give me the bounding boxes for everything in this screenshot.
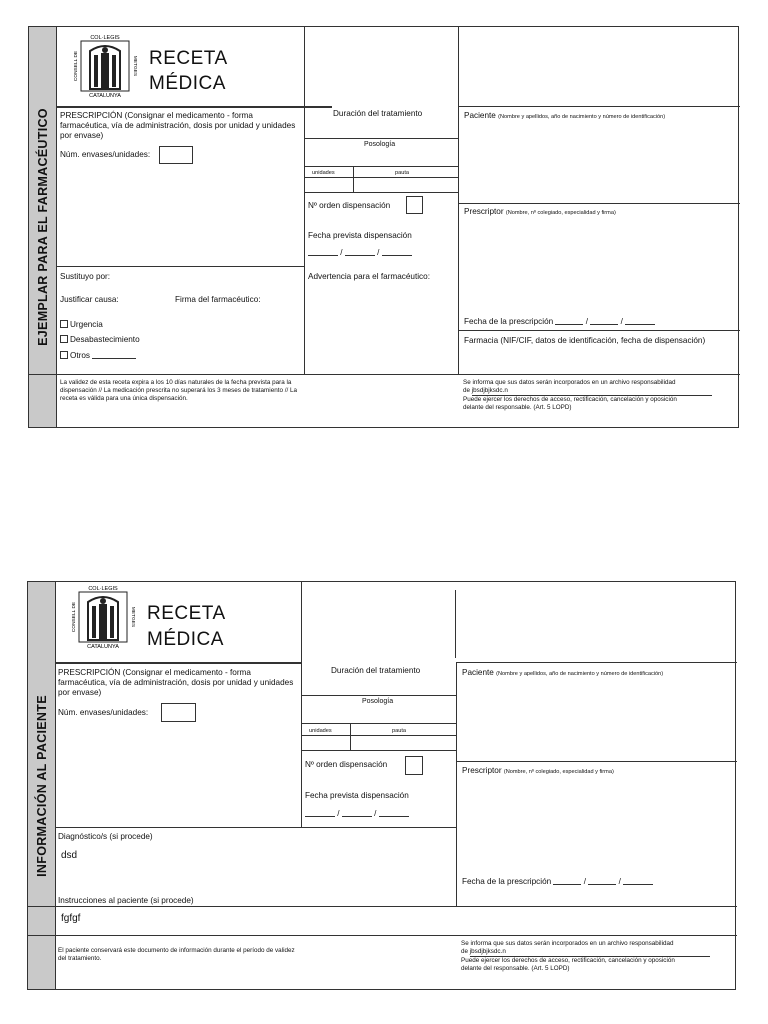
fecha-prescripcion-field[interactable]: Fecha de la prescripción / / <box>464 316 655 327</box>
checkbox-icon <box>60 335 68 343</box>
pauta-header: pauta <box>395 170 409 176</box>
instrucciones-label: Instrucciones al paciente (si procede) <box>58 896 194 905</box>
prescription-note: (Consignar el medicamento - forma farmacéutica, vía de administración, dosis por unidad y unidades por envase) <box>58 668 294 697</box>
side-label: INFORMACIÓN AL PACIENTE <box>34 694 49 877</box>
lopd-responsable-field: jbsdjbjksdc.n <box>472 387 712 396</box>
logo-bottom-text: CATALUNYA <box>87 644 119 650</box>
orden-input[interactable] <box>406 196 423 214</box>
logo-left-text: CONSELL DE <box>72 601 77 633</box>
conservara-text: El paciente conservará este documento de información durante el período de validez del tratamiento. <box>58 947 295 962</box>
desabastecimiento-checkbox[interactable]: Desabastecimiento <box>60 335 140 345</box>
posologia-label: Posología <box>364 141 396 148</box>
fecha-prevista-label: Fecha prevista dispensación <box>308 231 412 240</box>
title-line2: MÉDICA <box>149 73 226 94</box>
college-seal-logo <box>69 584 137 650</box>
logo-right-text: METGES <box>130 606 135 628</box>
duracion-label: Duración del tratamiento <box>333 109 423 118</box>
orden-label: Nº orden dispensación <box>305 760 388 769</box>
side-label-band <box>29 27 57 427</box>
pauta-header: pauta <box>392 728 406 734</box>
envases-label: Núm. envases/unidades: <box>60 150 151 159</box>
college-seal-logo <box>71 33 139 99</box>
justificar-label: Justificar causa: <box>60 295 119 304</box>
unidades-header: unidades <box>312 170 335 176</box>
paciente-label: Paciente (Nombre y apellidos, año de nacimiento y número de identificación) <box>462 668 664 677</box>
fecha-prevista-input[interactable]: / / <box>308 247 412 258</box>
validez-text: La validez de esta receta expira a los 10 días naturales de la fecha prevista para la dispensación // La medicación prescrita no superará los 3 meses de tratamiento // La receta es válida para una única dispensación. <box>60 379 297 402</box>
patient-copy-form <box>27 581 736 990</box>
prescription-head: PRESCRIPCIÓN <box>58 668 121 677</box>
logo-bottom-text: CATALUNYA <box>89 93 121 99</box>
title-line1: RECETA <box>147 603 226 624</box>
orden-input[interactable] <box>405 756 423 775</box>
advertencia-label: Advertencia para el farmacéutico: <box>308 272 430 281</box>
prescriptor-label: Prescriptor (Nombre, nº colegiado, especialidad y firma) <box>464 207 616 216</box>
posologia-label: Posología <box>362 698 394 705</box>
checkbox-icon <box>60 320 68 328</box>
logo-left-text: CONSELL DE <box>74 50 79 82</box>
fecha-prescripcion-field[interactable]: Fecha de la prescripción / / <box>462 876 653 887</box>
fecha-prevista-input[interactable]: / / <box>305 808 409 819</box>
title-line2: MÉDICA <box>147 629 224 650</box>
envases-input[interactable] <box>161 703 196 722</box>
envases-input[interactable] <box>159 146 193 164</box>
lopd-text: Se informa que sus datos serán incorporados en un archivo responsabilidad de jbsdjbjksdc.n Puede ejercer los derechos de acceso, rectificación, cancelación y oposición delante del responsable. (Art. 5 LOPD) <box>461 940 733 973</box>
prescription-label <box>60 111 300 141</box>
prescription-label <box>58 668 298 698</box>
diagnostico-value[interactable]: dsd <box>61 850 78 861</box>
logo-top-text: COL·LEGIS <box>88 586 118 592</box>
pharmacist-copy-form <box>28 26 739 428</box>
checkbox-icon <box>60 351 68 359</box>
duracion-label: Duración del tratamiento <box>331 666 421 675</box>
orden-label: Nº orden dispensación <box>308 201 391 210</box>
diagnostico-label: Diagnóstico/s (si procede) <box>58 832 153 841</box>
unidades-header: unidades <box>309 728 332 734</box>
side-label-band <box>28 582 56 989</box>
otros-checkbox[interactable]: Otros <box>60 350 136 361</box>
logo-top-text: COL·LEGIS <box>90 35 120 41</box>
instrucciones-value[interactable]: fgfgf <box>61 913 81 924</box>
fecha-prevista-label: Fecha prevista dispensación <box>305 791 409 800</box>
side-label: EJEMPLAR PARA EL FARMACÉUTICO <box>35 108 50 346</box>
logo-right-text: METGES <box>132 55 137 77</box>
prescription-note: (Consignar el medicamento - forma farmacéutica, vía de administración, dosis por unidad y unidades por envase) <box>60 111 296 140</box>
lopd-responsable-field: jbsdjbjksdc.n <box>470 948 710 957</box>
envases-label: Núm. envases/unidades: <box>58 708 149 717</box>
title-line1: RECETA <box>149 48 228 69</box>
firma-label: Firma del farmacéutico: <box>175 295 261 304</box>
sustituyo-label: Sustituyo por: <box>60 272 111 281</box>
paciente-label: Paciente (Nombre y apellidos, año de nacimiento y número de identificación) <box>464 111 666 120</box>
lopd-text: Se informa que sus datos serán incorporados en un archivo responsabilidad de jbsdjbjksdc.n Puede ejercer los derechos de acceso, rectificación, cancelación y oposición delante del responsable. (Art. 5 LOPD) <box>463 379 735 412</box>
prescription-head: PRESCRIPCIÓN <box>60 111 123 120</box>
prescriptor-label: Prescriptor (Nombre, nº colegiado, especialidad y firma) <box>462 766 614 775</box>
farmacia-label: Farmacia (NIF/CIF, datos de identificación, fecha de dispensación) <box>464 336 706 345</box>
urgencia-checkbox[interactable]: Urgencia <box>60 320 103 330</box>
